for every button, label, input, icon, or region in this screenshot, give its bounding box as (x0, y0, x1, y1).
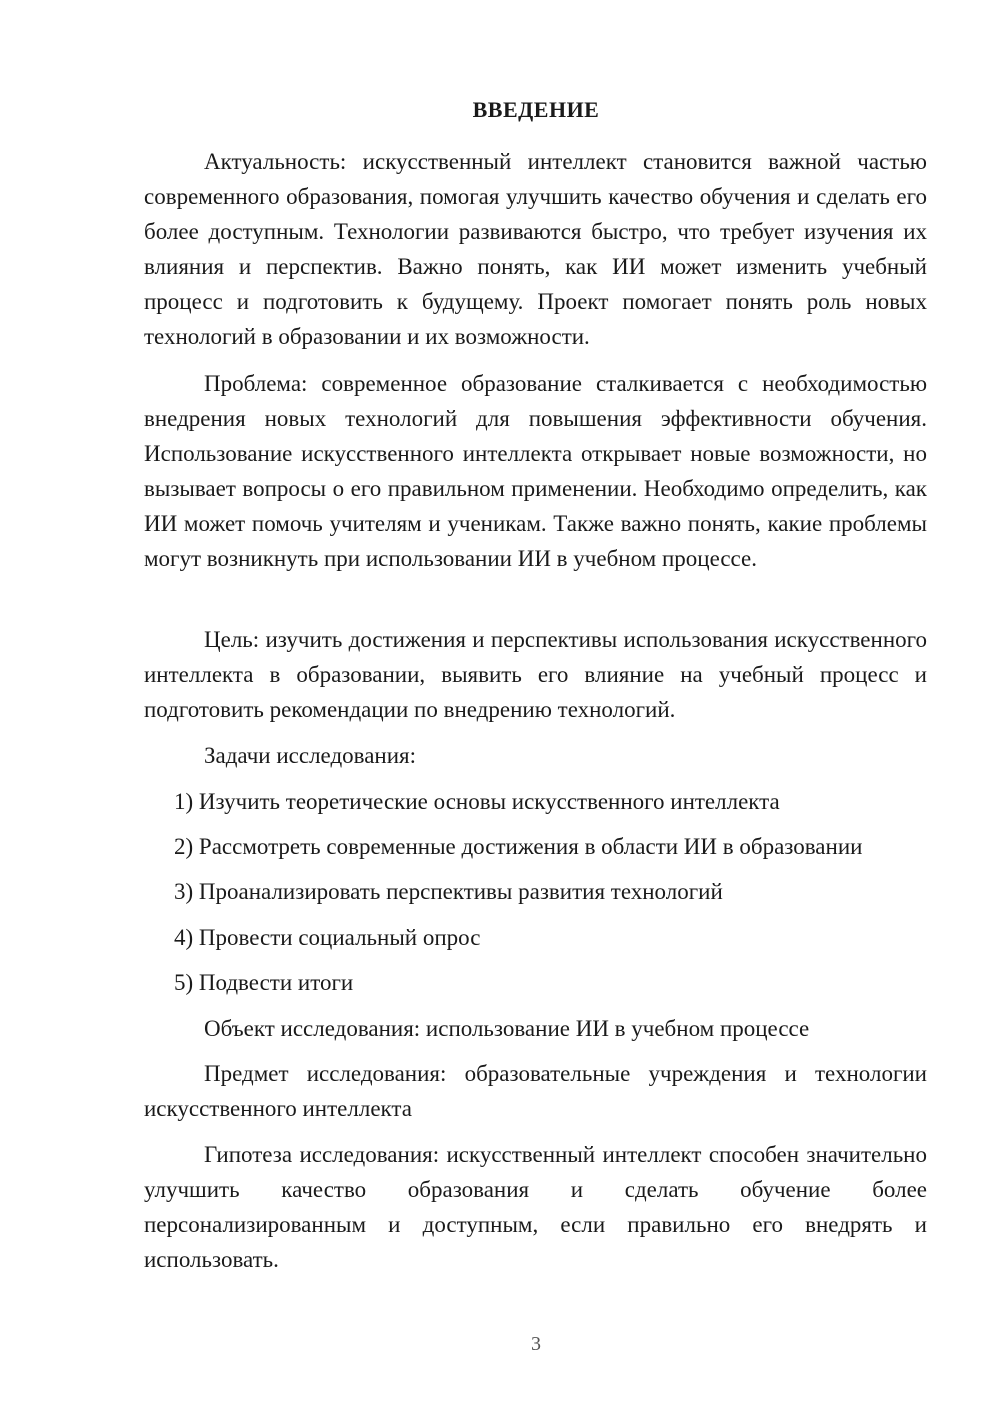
task-item: 3) Проанализировать перспективы развития технологий (174, 879, 723, 904)
task-item: 1) Изучить теоретические основы искусственного интеллекта (174, 789, 780, 814)
problem-paragraph: Проблема: современное образование сталкивается с необходимостью внедрения новых технологий для повышения эффективности обучения. Использование искусственного интеллекта открывает новые возможности, но вызывает вопросы о его правильном применении. Необходимо определить, как ИИ может помочь учителям и ученикам. Также важно понять, какие проблемы могут возникнуть при использовании ИИ в учебном процессе. (144, 371, 927, 571)
relevance-paragraph: Актуальность: искусственный интеллект становится важной частью современного образования, помогая улучшить качество обучения и сделать его более доступным. Технологии развиваются быстро, что требует изучения их влияния и перспектив. Важно понять, как ИИ может изменить учебный процесс и подготовить к будущему. Проект помогает понять роль новых технологий в образовании и их возможности. (144, 149, 927, 349)
task-item: 5) Подвести итоги (174, 970, 354, 995)
task-item: 2) Рассмотреть современные достижения в области ИИ в образовании (174, 834, 863, 859)
goal-paragraph: Цель: изучить достижения и перспективы использования искусственного интеллекта в образовании, выявить его влияние на учебный процесс и подготовить рекомендации по внедрению технологий. (144, 627, 927, 722)
subject-paragraph: Предмет исследования: образовательные учреждения и технологии искусственного интеллекта (144, 1061, 927, 1121)
tasks-heading: Задачи исследования: (204, 743, 417, 768)
page-title: ВВЕДЕНИЕ (472, 97, 600, 122)
page-number: 3 (531, 1333, 541, 1355)
task-item: 4) Провести социальный опрос (174, 925, 481, 950)
hypothesis-paragraph: Гипотеза исследования: искусственный интеллект способен значительно улучшить качество образования и сделать обучение более персонализированным и доступным, если правильно его внедрять и использовать. (144, 1142, 927, 1272)
object-paragraph: Объект исследования: использование ИИ в учебном процессе (204, 1016, 810, 1041)
